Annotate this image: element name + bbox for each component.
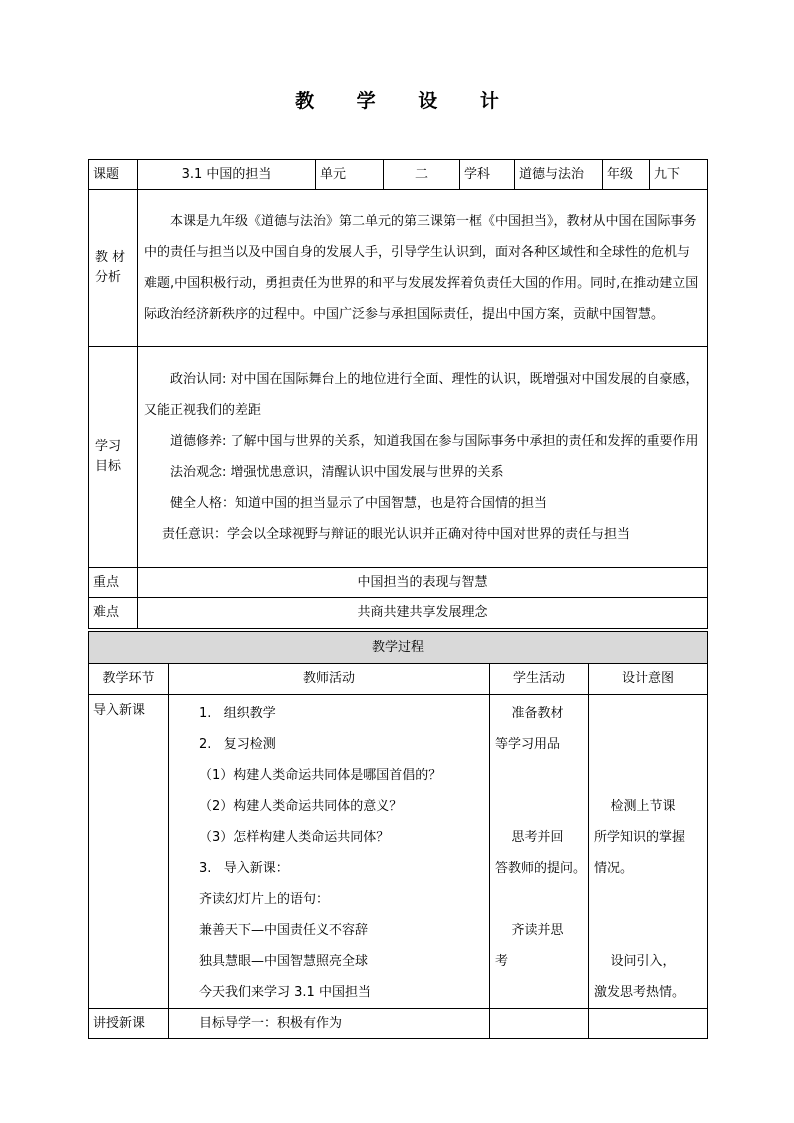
teacher-line: （3）怎样构建人类命运共同体？ [199, 830, 390, 845]
teacher-line: 兼善天下—中国责任义不容辞 [199, 923, 369, 938]
lecture-row [89, 1009, 708, 1039]
topic-value: 3.1 中国的担当 [138, 160, 316, 190]
intro-stage: 导入新课 [89, 695, 169, 1009]
objective-item: 政治认同: 对中国在国际舞台上的地位进行全面、理性的认识，既增强对中国发展的自豪感，又能正视我们的差距 [144, 372, 699, 418]
analysis-row [89, 190, 708, 347]
intent-line: 所学知识的掌握 [594, 830, 686, 845]
objectives-list [138, 347, 708, 568]
teacher-line: （2）构建人类命运共同体的意义？ [199, 799, 403, 814]
topic-label: 课题 [89, 160, 138, 190]
column-header-teacher: 教师活动 [169, 664, 490, 695]
analysis-label [89, 190, 138, 347]
lecture-stage: 讲授新课 [89, 1009, 169, 1039]
process-column-headers [89, 664, 708, 695]
subject-value: 道德与法治 [515, 160, 603, 190]
objective-item: 健全人格：知道中国的担当显示了中国智慧，也是符合国情的担当 [170, 496, 548, 511]
lecture-student-activity [490, 1009, 589, 1039]
key-point-value: 中国担当的表现与智慧 [138, 568, 708, 598]
student-line: 答教师的提问。 [495, 861, 587, 876]
objective-item: 责任意识：学会以全球视野与辩证的眼光认识并正确对待中国对世界的责任与担当 [162, 527, 631, 542]
difficulty-row [89, 598, 708, 629]
key-point-label: 重点 [89, 568, 138, 598]
student-line: 等学习用品 [495, 737, 561, 752]
intent-line: 设问引入， [594, 954, 676, 969]
analysis-text: 本课是九年级《道德与法治》第二单元的第三课第一框《中国担当》，教材从中国在国际事务中的责任与担当以及中国自身的发展人手，引导学生认识到，面对各种区域性和全球性的危机与难题,中国积极行动，勇担责任为世界的和平与发展发挥着负责任大国的作用。同时,在推动建立国际政治经济新秩序的过程中。中国广泛参与承担国际责任，提出中国方案，贡献中国智慧。 [138, 190, 708, 347]
teacher-line: 独具慧眼—中国智慧照亮全球 [199, 954, 369, 969]
difficulty-label: 难点 [89, 598, 138, 629]
student-line: 齐读并思 [495, 923, 564, 938]
objectives-label-line1: 学习 [95, 439, 122, 454]
analysis-label-line1: 教 材 [95, 250, 126, 265]
objectives-label [89, 347, 138, 568]
intent-line [594, 760, 705, 791]
student-line [495, 977, 586, 1008]
objectives-label-line2: 目标 [95, 459, 122, 474]
objective-item: 法治观念: 增强忧患意识，清醒认识中国发展与世界的关系 [170, 465, 504, 480]
objective-item: 道德修养: 了解中国与世界的关系，知道我国在参与国际事务中承担的责任和发挥的重要作用 [170, 434, 699, 449]
intro-student-activity [490, 695, 589, 1009]
lecture-teacher-activity: 目标导学一：积极有作为 [169, 1009, 490, 1039]
student-line [495, 884, 586, 915]
teacher-line: 1. 组织教学 [199, 706, 276, 721]
teacher-line: 3. 导入新课： [199, 861, 289, 876]
teacher-line: 今天我们来学习 3.1 中国担当 [199, 985, 371, 1000]
column-header-stage: 教学环节 [89, 664, 169, 695]
intro-teacher-activity [169, 695, 490, 1009]
unit-value: 二 [384, 160, 460, 190]
intent-line: 情况。 [594, 861, 634, 876]
unit-label: 单元 [316, 160, 384, 190]
objectives-row [89, 347, 708, 568]
intro-design-intent [589, 695, 708, 1009]
column-header-student: 学生活动 [490, 664, 589, 695]
teacher-line: 齐读幻灯片上的语句： [199, 892, 330, 907]
intent-line [594, 698, 705, 729]
student-line [495, 791, 586, 822]
process-header: 教学过程 [89, 632, 708, 664]
intent-line [594, 915, 705, 946]
info-row [89, 160, 708, 190]
column-header-intent: 设计意图 [589, 664, 708, 695]
intent-line: 检测上节课 [594, 799, 676, 814]
analysis-label-line2: 分析 [95, 270, 122, 285]
intent-line [594, 729, 705, 760]
intent-line [594, 884, 705, 915]
student-line: 思考并回 [495, 830, 564, 845]
student-line: 准备教材 [495, 706, 564, 721]
lecture-design-intent [589, 1009, 708, 1039]
process-header-row [89, 632, 708, 664]
page-title: 教 学 设 计 [295, 90, 517, 112]
grade-value: 九下 [650, 160, 708, 190]
grade-label: 年级 [603, 160, 650, 190]
lesson-info-table [88, 159, 708, 629]
subject-label: 学科 [460, 160, 515, 190]
intro-row [89, 695, 708, 1009]
difficulty-value: 共商共建共享发展理念 [138, 598, 708, 629]
student-line [495, 760, 586, 791]
student-line: 考 [495, 954, 509, 969]
teacher-line: （1）构建人类命运共同体是哪国首倡的？ [199, 768, 442, 783]
teaching-process-table [88, 631, 708, 1039]
key-point-row [89, 568, 708, 598]
teacher-line: 2. 复习检测 [199, 737, 276, 752]
intent-line: 激发思考热情。 [594, 985, 686, 1000]
